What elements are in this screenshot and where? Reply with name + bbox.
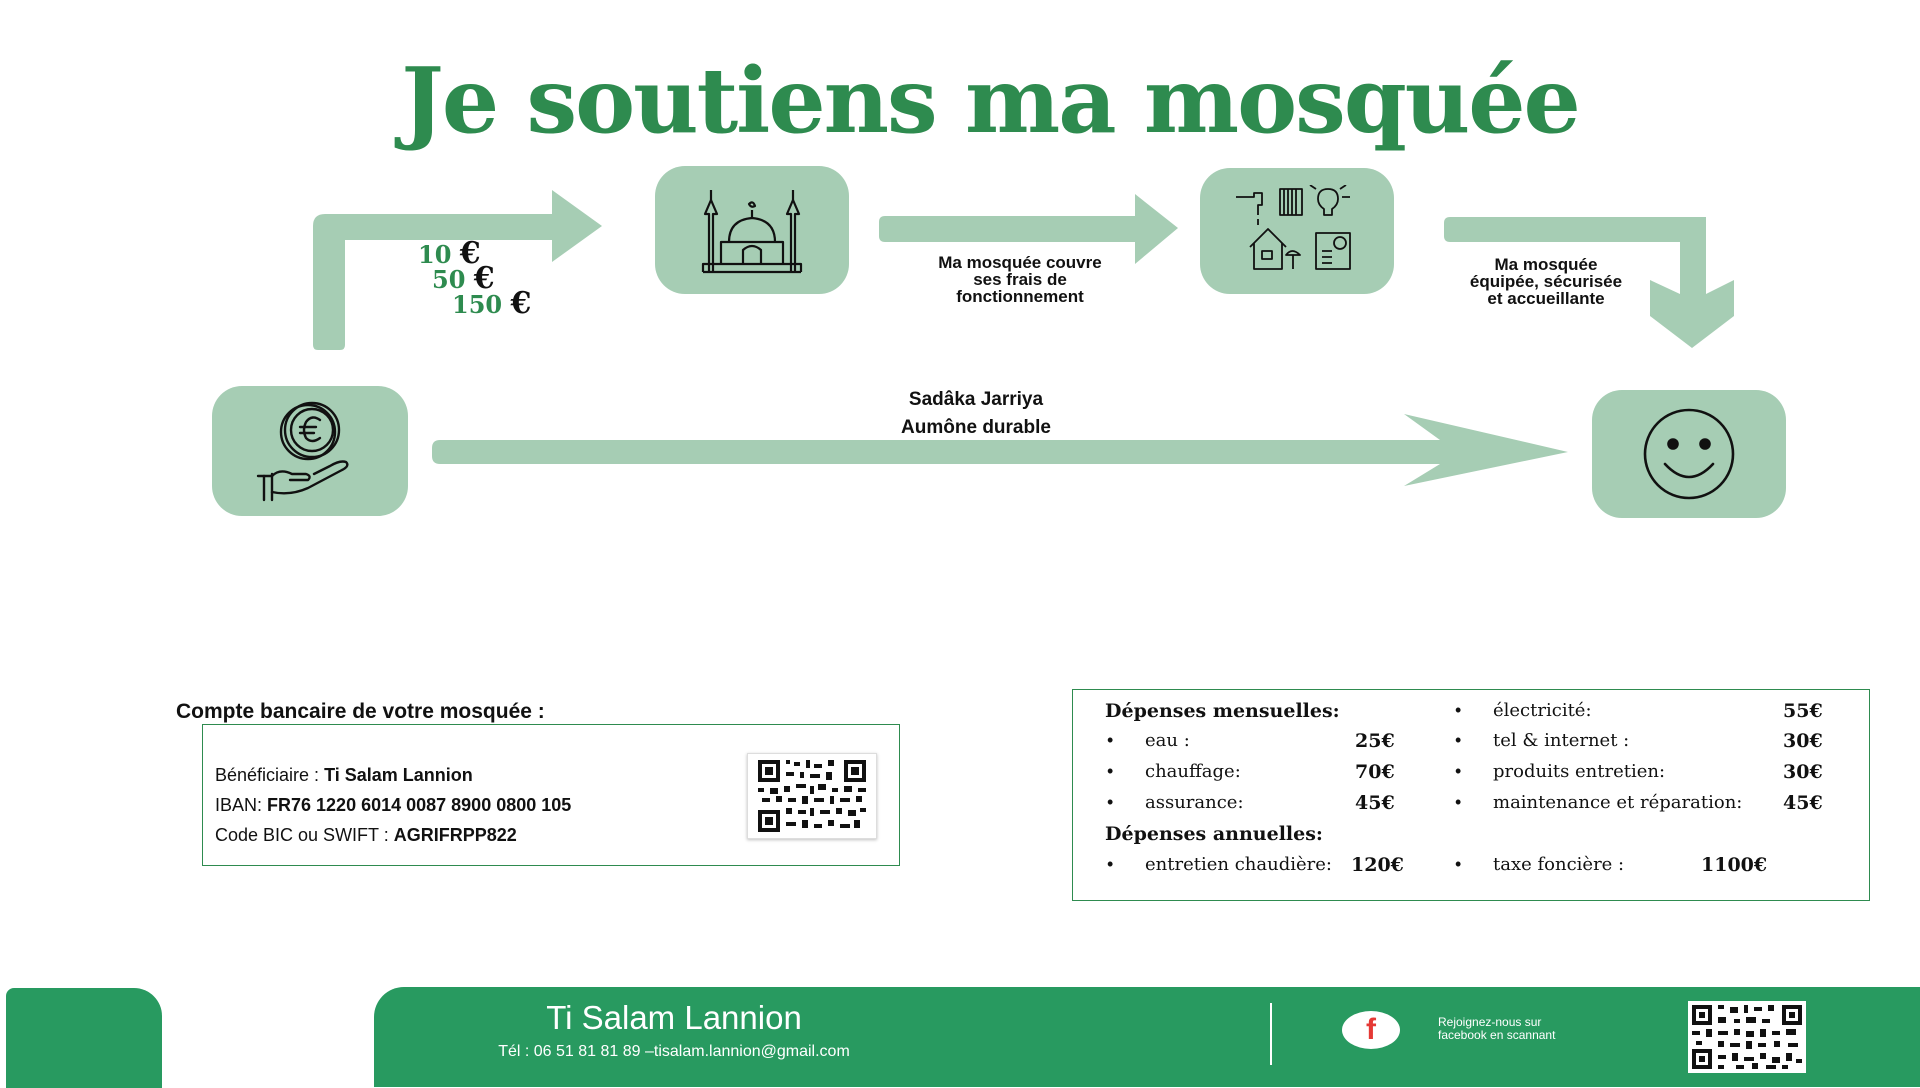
label-line: Ma mosquée couvre [938,253,1102,272]
expense-value: 120€ [1351,854,1404,876]
currency: € [459,236,481,271]
expenses-box [1072,689,1870,901]
mosque-tile [655,166,849,294]
iban-line [215,795,571,816]
expense-value: 30€ [1783,730,1823,752]
beneficiary-label: Bénéficiaire : [215,765,325,785]
expense-label: • chauffage: [1145,761,1241,782]
expense-label: • maintenance et réparation: [1493,792,1742,813]
amount-item [452,286,532,321]
amount-value: 150 [452,290,503,319]
expense-label: • produits entretien: [1493,761,1665,782]
expense-value: 45€ [1783,792,1823,814]
expense-value: 70€ [1355,761,1395,783]
currency: € [510,286,532,321]
facebook-qr-code[interactable] [1688,1001,1806,1073]
expense-value: 1100€ [1701,854,1768,876]
expense-label: • taxe foncière : [1493,854,1624,875]
utilities-tile [1200,168,1394,294]
expense-value: 55€ [1783,700,1823,722]
amount-value: 50 [432,265,466,294]
footer-left-block [6,988,162,1088]
footer-contact: Tél : 06 51 81 81 89 –tisalam.lannion@gmail.com [498,1043,850,1060]
currency: € [473,261,495,296]
expense-label: • assurance: [1145,792,1244,813]
footer-banner [374,987,1920,1087]
bank-heading: Compte bancaire de votre mosquée : [176,700,545,723]
donation-amounts [418,236,532,321]
iban-value: FR76 1220 6014 0087 8900 0800 105 [267,795,572,815]
iban-label: IBAN: [215,795,268,815]
smiley-icon [1631,406,1747,502]
beneficiary-value: Ti Salam Lannion [324,765,473,785]
label-line: et accueillante [1487,289,1605,308]
expense-label: • électricité: [1493,700,1592,721]
bic-line [215,825,517,846]
facebook-icon[interactable] [1342,1011,1400,1049]
expense-label: • tel & internet : [1493,730,1629,751]
footer-org-name: Ti Salam Lannion [546,999,802,1036]
beneficiary-line [215,765,473,786]
expense-label: • entretien chaudière: [1145,854,1332,875]
satisfaction-tile [1592,390,1786,518]
label-line: fonctionnement [956,287,1084,306]
expense-value: 45€ [1355,792,1395,814]
bic-value: AGRIFRPP822 [393,825,517,845]
label-aumone: Aumône durable [901,417,1051,438]
label-sadaka: Sadâka Jarriya [908,389,1044,410]
qr-code-icon [1688,1001,1806,1073]
coin-hand-icon [250,396,370,506]
label-equipped [1426,256,1666,307]
mosque-icon [697,184,807,276]
label-line: équipée, sécurisée [1469,272,1623,291]
facebook-caption-line: Rejoignez-nous sur [1438,1015,1542,1029]
page-title: Je soutiens ma mosquée [401,48,1579,154]
footer-divider [1270,1003,1272,1065]
facebook-glyph: f [1366,1013,1376,1046]
donation-tile [212,386,408,516]
expense-label: • eau : [1145,730,1190,751]
bank-details-box [202,724,900,866]
qr-code-icon [748,754,876,838]
facebook-caption [1438,1016,1555,1042]
expense-value: 30€ [1783,761,1823,783]
bic-label: Code BIC ou SWIFT : [215,825,394,845]
monthly-heading: Dépenses mensuelles: [1105,700,1340,722]
bank-qr-code [747,753,877,839]
annual-heading: Dépenses annuelles: [1105,823,1323,845]
label-costs [900,254,1140,305]
label-sadaka-block [826,386,1126,442]
label-line: ses frais de [973,270,1067,289]
amount-value: 10 [418,240,452,269]
expense-value: 25€ [1355,730,1395,752]
utilities-icon [1232,185,1362,277]
facebook-caption-line: facebook en scannant [1438,1028,1556,1042]
label-line: Ma mosquée [1494,255,1598,274]
